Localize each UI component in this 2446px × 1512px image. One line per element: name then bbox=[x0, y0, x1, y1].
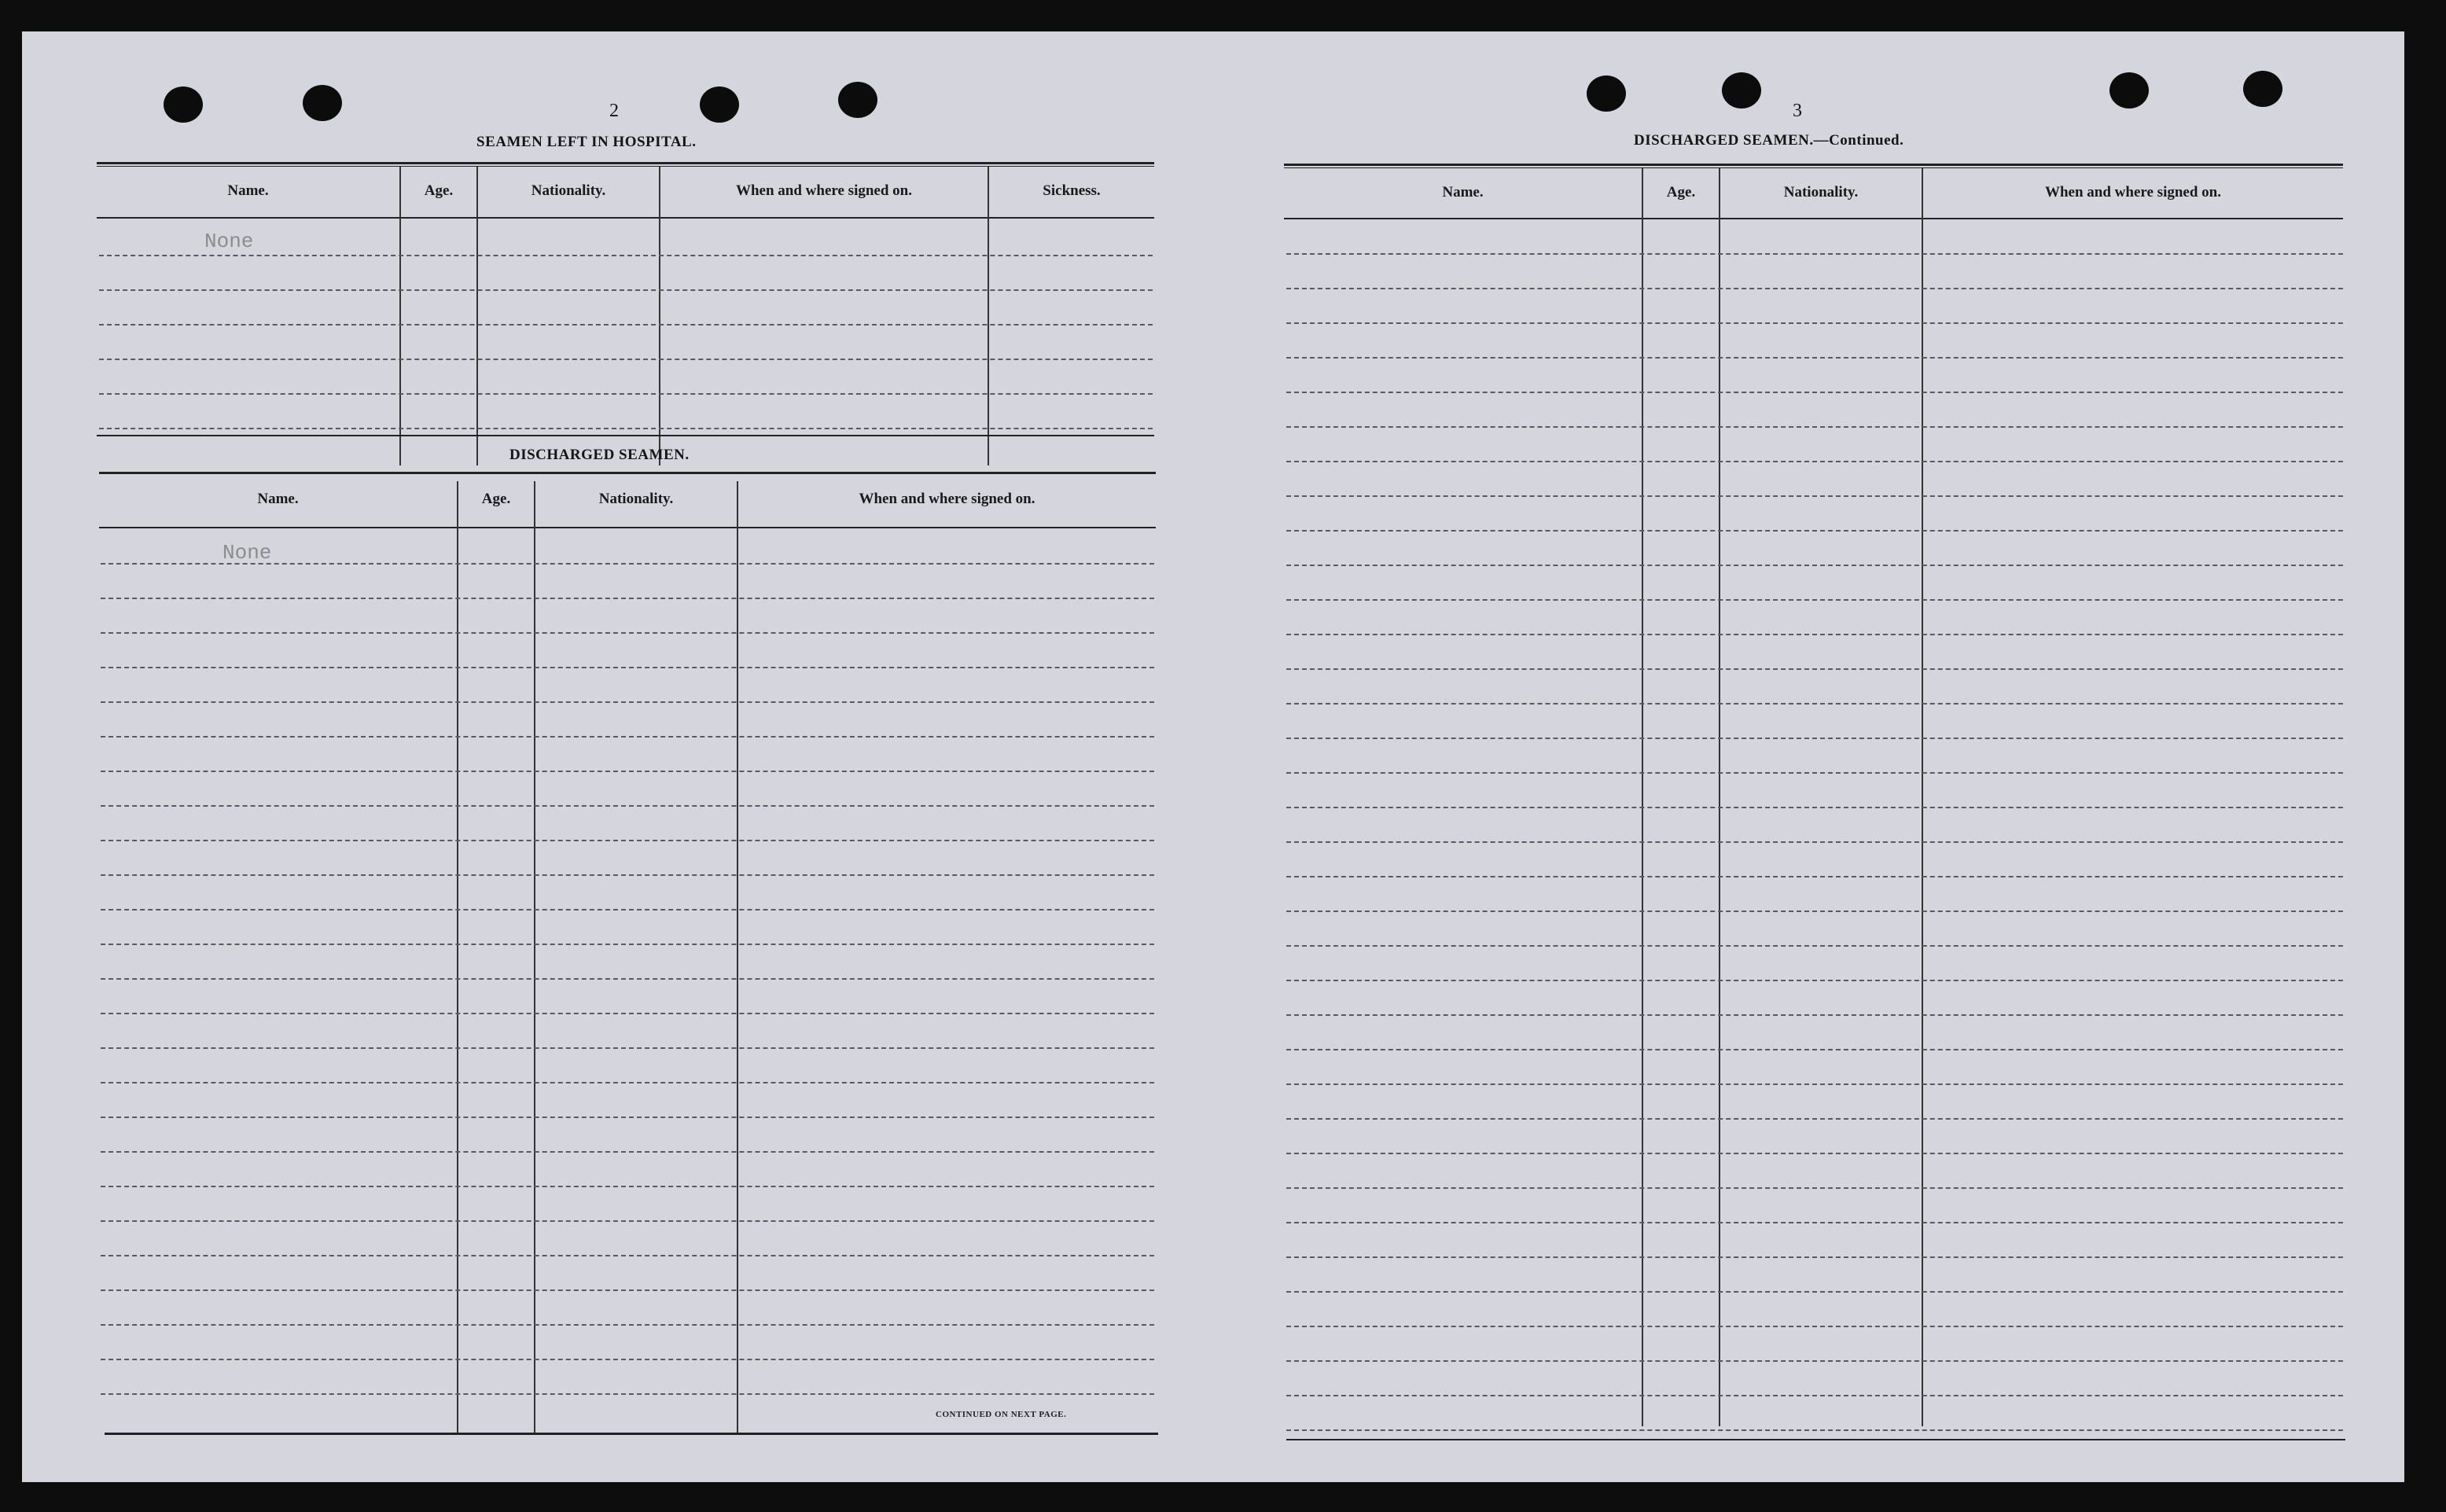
ledger-row-line bbox=[101, 1359, 1154, 1360]
punch-hole bbox=[2109, 72, 2149, 109]
ledger-row-line bbox=[101, 736, 1154, 738]
column-divider bbox=[476, 167, 478, 465]
hospital-col-when-where: When and where signed on. bbox=[735, 182, 912, 199]
punch-hole bbox=[1722, 72, 1761, 109]
discharged-col-age: Age. bbox=[481, 491, 511, 507]
rule bbox=[1284, 167, 2343, 168]
ledger-row-line bbox=[99, 359, 1153, 360]
rule bbox=[1284, 164, 2343, 166]
hospital-col-age: Age. bbox=[424, 182, 454, 199]
ledger-row-line bbox=[1286, 1222, 2343, 1223]
ledger-row-line bbox=[1286, 322, 2343, 324]
column-divider bbox=[534, 481, 535, 1434]
ledger-row-line bbox=[101, 1151, 1154, 1153]
ledger-row-line bbox=[101, 1220, 1154, 1222]
ledger-row-line bbox=[1286, 1187, 2343, 1189]
punch-hole bbox=[700, 86, 739, 123]
column-divider bbox=[457, 481, 458, 1434]
discharged-section-title: DISCHARGED SEAMEN. bbox=[509, 447, 690, 463]
ledger-row-line bbox=[99, 428, 1153, 429]
ledger-row-line bbox=[1286, 1153, 2343, 1154]
ledger-row-line bbox=[101, 771, 1154, 772]
ledger-row-line bbox=[1286, 1395, 2343, 1396]
ledger-row-line bbox=[101, 909, 1154, 911]
ledger-row-line bbox=[1286, 738, 2343, 739]
ledger-row-line bbox=[101, 598, 1154, 599]
ledger-row-line bbox=[101, 1117, 1154, 1118]
ledger-row-line bbox=[101, 978, 1154, 980]
ledger-row-line bbox=[1286, 565, 2343, 566]
ledger-row-line bbox=[1286, 1429, 2343, 1431]
ledger-row-line bbox=[101, 874, 1154, 876]
hospital-col-name: Name. bbox=[227, 182, 269, 199]
ledger-row-line bbox=[1286, 1118, 2343, 1120]
hospital-col-sickness: Sickness. bbox=[1043, 182, 1101, 199]
hospital-section-title: SEAMEN LEFT IN HOSPITAL. bbox=[476, 134, 697, 150]
ledger-row-line bbox=[1286, 461, 2343, 462]
discharged-col-when-where: When and where signed on. bbox=[859, 491, 1035, 507]
hospital-entry: None bbox=[204, 230, 254, 253]
discharged-col-nationality: Nationality. bbox=[598, 491, 674, 507]
ledger-row-line bbox=[101, 1393, 1154, 1395]
header-rule bbox=[1284, 218, 2343, 219]
ledger-row-line bbox=[101, 701, 1154, 703]
column-divider bbox=[399, 167, 401, 465]
ledger-row-line bbox=[1286, 807, 2343, 808]
ledger-row-line bbox=[1286, 357, 2343, 359]
ledger-row-line bbox=[101, 840, 1154, 841]
ledger-row-line bbox=[1286, 980, 2343, 981]
ledger-row-line bbox=[101, 1013, 1154, 1014]
page-number: 3 bbox=[1793, 101, 1802, 121]
ledger-row-line bbox=[1286, 1083, 2343, 1085]
column-divider bbox=[659, 167, 660, 465]
ledger-row-line bbox=[1286, 841, 2343, 843]
ledger-row-line bbox=[1286, 426, 2343, 428]
right-col-age: Age. bbox=[1666, 184, 1696, 200]
ledger-row-line bbox=[99, 289, 1153, 291]
ledger-row-line bbox=[1286, 876, 2343, 877]
ledger-row-line bbox=[1286, 772, 2343, 774]
column-divider bbox=[737, 481, 738, 1434]
ledger-row-line bbox=[101, 1255, 1154, 1256]
rule bbox=[1286, 1439, 2345, 1440]
ledger-row-line bbox=[101, 805, 1154, 807]
ledger-row-line bbox=[1286, 634, 2343, 635]
ledger-row-line bbox=[1286, 253, 2343, 255]
ledger-row-line bbox=[101, 1047, 1154, 1049]
discharged-continued-title: DISCHARGED SEAMEN.—Continued. bbox=[1634, 132, 1904, 149]
ledger-row-line bbox=[101, 667, 1154, 668]
header-rule bbox=[99, 527, 1156, 528]
ledger-row-line bbox=[1286, 288, 2343, 289]
punch-hole bbox=[1587, 75, 1626, 112]
ledger-row-line bbox=[99, 393, 1153, 395]
ledger-row-line bbox=[99, 324, 1153, 326]
punch-hole bbox=[838, 82, 877, 118]
right-col-when-where: When and where signed on. bbox=[2044, 184, 2221, 200]
rule bbox=[97, 435, 1154, 436]
ledger-row-line bbox=[101, 1289, 1154, 1291]
ledger-paper bbox=[22, 31, 2404, 1482]
rule bbox=[99, 472, 1156, 474]
ledger-row-line bbox=[1286, 668, 2343, 670]
ledger-row-line bbox=[1286, 703, 2343, 704]
ledger-row-line bbox=[1286, 1014, 2343, 1016]
ledger-row-line bbox=[101, 1186, 1154, 1187]
punch-hole bbox=[2243, 71, 2282, 107]
ledger-row-line bbox=[1286, 392, 2343, 393]
ledger-row-line bbox=[101, 1082, 1154, 1083]
right-col-nationality: Nationality. bbox=[1783, 184, 1859, 200]
ledger-row-line bbox=[1286, 945, 2343, 947]
ledger-row-line bbox=[1286, 599, 2343, 601]
page-number: 2 bbox=[609, 101, 619, 121]
discharged-col-name: Name. bbox=[257, 491, 299, 507]
ledger-row-line bbox=[1286, 1360, 2343, 1362]
ledger-row-line bbox=[1286, 1326, 2343, 1327]
right-col-name: Name. bbox=[1442, 184, 1484, 200]
ledger-row-line bbox=[1286, 1291, 2343, 1293]
ledger-row-line bbox=[99, 255, 1153, 256]
ledger-row-line bbox=[101, 632, 1154, 634]
ledger-row-line bbox=[101, 944, 1154, 945]
ledger-row-line bbox=[101, 1324, 1154, 1326]
ledger-row-line bbox=[1286, 530, 2343, 532]
rule bbox=[105, 1433, 1158, 1435]
ledger-row-line bbox=[1286, 1256, 2343, 1258]
punch-hole bbox=[164, 86, 203, 123]
header-rule bbox=[97, 217, 1154, 219]
punch-hole bbox=[303, 85, 342, 121]
ledger-row-line bbox=[1286, 495, 2343, 497]
ledger-row-line bbox=[1286, 1049, 2343, 1050]
rule bbox=[97, 166, 1154, 167]
continued-note: CONTINUED ON NEXT PAGE. bbox=[936, 1410, 1067, 1419]
hospital-col-nationality: Nationality. bbox=[531, 182, 606, 199]
discharged-entry: None bbox=[223, 541, 272, 565]
ledger-row-line bbox=[1286, 911, 2343, 912]
rule bbox=[97, 162, 1154, 164]
column-divider bbox=[988, 167, 989, 465]
